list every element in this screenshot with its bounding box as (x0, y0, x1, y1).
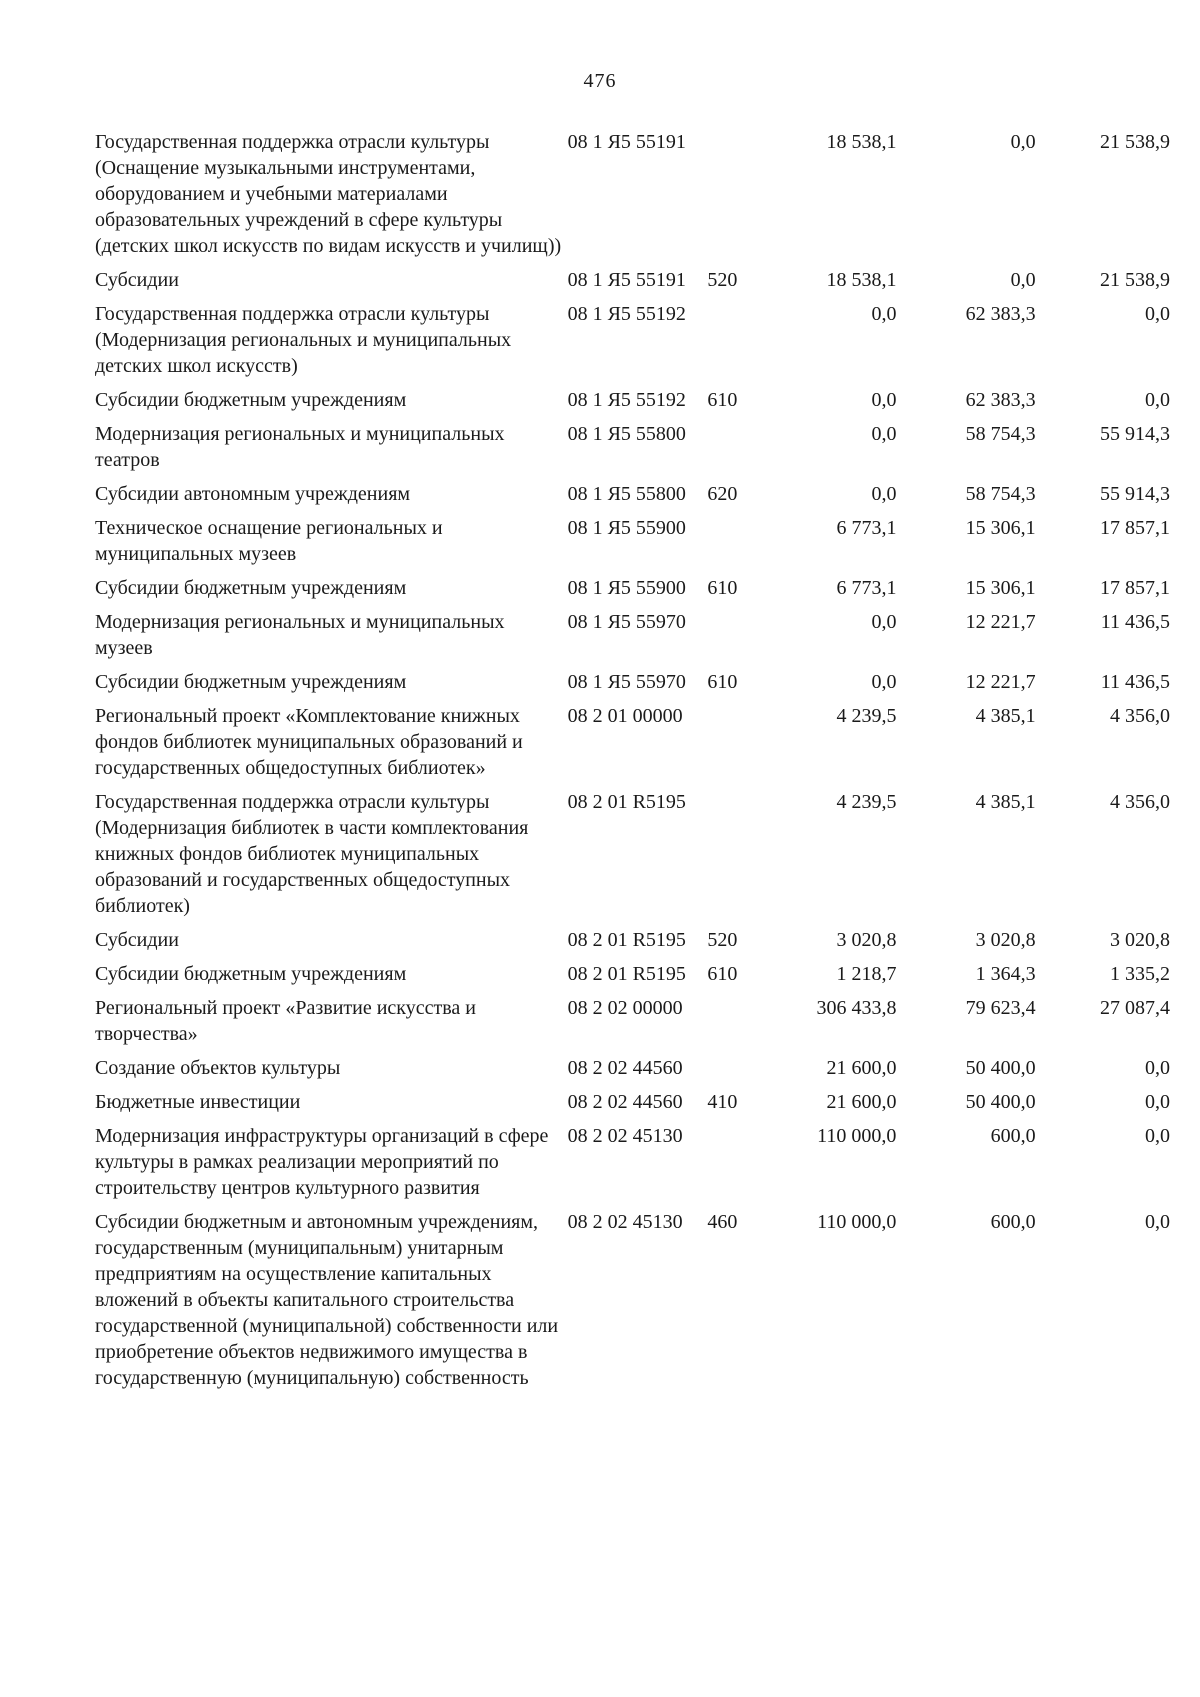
row-value-3: 11 436,5 (1100, 671, 1170, 693)
row-value-3: 55 914,3 (1100, 483, 1170, 505)
row-code: 08 2 01 R5195 (567, 929, 686, 951)
row-value-3: 11 436,5 (1100, 611, 1170, 633)
row-value-3: 21 538,9 (1100, 131, 1170, 153)
row-code: 08 2 01 R5195 (567, 791, 686, 813)
budget-table-body (95, 129, 1170, 1399)
row-code: 08 2 02 44560 (567, 1057, 683, 1079)
row-value-2: 15 306,1 (965, 577, 1036, 599)
page-number: 476 (583, 70, 617, 92)
row-code: 08 1 Я5 55970 (567, 611, 686, 633)
table-row (95, 267, 1170, 301)
row-value-1: 21 600,0 (826, 1057, 897, 1079)
row-name: Субсидии бюджетным учреждениям (95, 577, 407, 599)
row-name: Модернизация региональных и муниципальных музеев (95, 611, 505, 659)
row-kvr: 520 (707, 269, 738, 291)
row-value-2: 50 400,0 (965, 1057, 1036, 1079)
row-code: 08 2 02 45130 (567, 1125, 683, 1147)
row-code: 08 2 02 00000 (567, 997, 683, 1019)
row-value-2: 600,0 (990, 1211, 1036, 1233)
row-value-2: 62 383,3 (965, 389, 1036, 411)
row-code: 08 1 Я5 55970 (567, 671, 686, 693)
row-kvr: 610 (707, 577, 738, 599)
row-name: Субсидии автономным учреждениям (95, 483, 411, 505)
row-value-3: 55 914,3 (1100, 423, 1170, 445)
row-kvr (707, 129, 757, 267)
row-kvr: 610 (707, 963, 738, 985)
row-code: 08 1 Я5 55900 (567, 517, 686, 539)
row-value-1: 4 239,5 (836, 791, 897, 813)
row-kvr (707, 609, 757, 669)
row-value-3: 1 335,2 (1110, 963, 1170, 985)
row-value-1: 4 239,5 (836, 705, 897, 727)
row-kvr (707, 995, 757, 1055)
table-row (95, 1123, 1170, 1209)
row-value-2: 58 754,3 (965, 423, 1036, 445)
row-value-1: 0,0 (871, 483, 897, 505)
budget-table (95, 129, 1170, 1399)
row-value-2: 1 364,3 (975, 963, 1036, 985)
row-name: Региональный проект «Развитие искусства и творчества» (95, 997, 476, 1045)
row-name: Региональный проект «Комплектование книжных фондов библиотек муниципальных образований и государственных общедоступных библиотек» (95, 705, 523, 779)
row-code: 08 2 02 44560 (567, 1091, 683, 1113)
row-value-1: 0,0 (871, 389, 897, 411)
row-value-1: 306 433,8 (816, 997, 897, 1019)
row-value-1: 0,0 (871, 671, 897, 693)
row-value-2: 12 221,7 (965, 611, 1036, 633)
row-name: Государственная поддержка отрасли культуры (Модернизация библиотек в части комплектования книжных фондов библиотек муниципальных образований и государственных общедоступных библиотек) (95, 791, 529, 917)
row-value-3: 21 538,9 (1100, 269, 1170, 291)
row-code: 08 1 Я5 55192 (567, 389, 686, 411)
row-code: 08 1 Я5 55191 (567, 269, 686, 291)
row-value-1: 1 218,7 (836, 963, 897, 985)
row-kvr (707, 301, 757, 387)
row-value-2: 79 623,4 (965, 997, 1036, 1019)
row-value-2: 58 754,3 (965, 483, 1036, 505)
row-code: 08 1 Я5 55900 (567, 577, 686, 599)
row-value-2: 62 383,3 (965, 303, 1036, 325)
table-row (95, 789, 1170, 927)
row-name: Создание объектов культуры (95, 1057, 341, 1079)
row-name: Субсидии бюджетным и автономным учреждениям, государственным (муниципальным) унитарным предприятиям на осуществление капитальных вложений в объекты капитального строительства государственной (муниципальной) собственности или приобретение объектов недвижимого имущества в государственную (муниципальную) собственность (95, 1211, 559, 1389)
row-name: Субсидии (95, 929, 179, 951)
table-row (95, 1055, 1170, 1089)
row-value-2: 0,0 (1010, 131, 1036, 153)
table-row (95, 421, 1170, 481)
row-name: Субсидии бюджетным учреждениям (95, 963, 407, 985)
row-value-2: 3 020,8 (975, 929, 1036, 951)
row-name: Субсидии бюджетным учреждениям (95, 671, 407, 693)
row-value-2: 4 385,1 (975, 705, 1036, 727)
row-value-2: 12 221,7 (965, 671, 1036, 693)
table-row (95, 481, 1170, 515)
table-row (95, 515, 1170, 575)
row-value-3: 3 020,8 (1110, 929, 1170, 951)
row-value-3: 4 356,0 (1110, 705, 1170, 727)
row-code: 08 2 01 00000 (567, 705, 683, 727)
row-value-1: 6 773,1 (836, 577, 897, 599)
row-code: 08 1 Я5 55192 (567, 303, 686, 325)
table-row (95, 703, 1170, 789)
table-row (95, 1209, 1170, 1399)
row-value-1: 21 600,0 (826, 1091, 897, 1113)
row-kvr (707, 421, 757, 481)
row-value-2: 600,0 (990, 1125, 1036, 1147)
table-row (95, 927, 1170, 961)
row-kvr: 610 (707, 389, 738, 411)
table-row (95, 609, 1170, 669)
row-value-3: 0,0 (1145, 1211, 1170, 1233)
row-value-3: 0,0 (1145, 389, 1170, 411)
table-row (95, 995, 1170, 1055)
row-name: Модернизация инфраструктуры организаций в сфере культуры в рамках реализации мероприятий по строительству центров культурного развития (95, 1125, 549, 1199)
row-kvr (707, 515, 757, 575)
table-row (95, 1089, 1170, 1123)
row-name: Субсидии бюджетным учреждениям (95, 389, 407, 411)
row-name: Субсидии (95, 269, 179, 291)
row-kvr: 520 (707, 929, 738, 951)
row-value-1: 18 538,1 (826, 269, 897, 291)
table-row (95, 669, 1170, 703)
row-value-1: 18 538,1 (826, 131, 897, 153)
row-kvr (707, 703, 757, 789)
table-row (95, 387, 1170, 421)
table-row (95, 575, 1170, 609)
row-kvr: 620 (707, 483, 738, 505)
row-value-2: 0,0 (1010, 269, 1036, 291)
row-value-3: 0,0 (1145, 1057, 1170, 1079)
row-code: 08 1 Я5 55191 (567, 131, 686, 153)
row-name: Государственная поддержка отрасли культуры (Модернизация региональных и муниципальных детских школ искусств) (95, 303, 512, 377)
table-row (95, 961, 1170, 995)
row-value-1: 0,0 (871, 611, 897, 633)
row-name: Техническое оснащение региональных и муниципальных музеев (95, 517, 443, 565)
row-value-3: 17 857,1 (1100, 577, 1170, 599)
row-value-1: 3 020,8 (836, 929, 897, 951)
row-value-2: 15 306,1 (965, 517, 1036, 539)
row-value-3: 0,0 (1145, 1091, 1170, 1113)
row-value-3: 17 857,1 (1100, 517, 1170, 539)
row-name: Государственная поддержка отрасли культуры (Оснащение музыкальными инструментами, оборудованием и учебными материалами образовательных учреждений в сфере культуры (детских школ искусств по видам искусств и училищ)) (95, 131, 562, 257)
row-kvr (707, 1123, 757, 1209)
row-value-2: 50 400,0 (965, 1091, 1036, 1113)
row-value-2: 4 385,1 (975, 791, 1036, 813)
row-value-1: 0,0 (871, 303, 897, 325)
row-value-3: 4 356,0 (1110, 791, 1170, 813)
row-value-3: 0,0 (1145, 1125, 1170, 1147)
row-name: Модернизация региональных и муниципальных театров (95, 423, 505, 471)
row-value-1: 110 000,0 (817, 1211, 897, 1233)
row-name: Бюджетные инвестиции (95, 1091, 301, 1113)
table-row (95, 129, 1170, 267)
row-code: 08 1 Я5 55800 (567, 483, 686, 505)
row-value-1: 0,0 (871, 423, 897, 445)
row-kvr: 460 (707, 1211, 738, 1233)
row-code: 08 2 01 R5195 (567, 963, 686, 985)
row-value-3: 0,0 (1145, 303, 1170, 325)
row-value-1: 110 000,0 (817, 1125, 897, 1147)
row-value-3: 27 087,4 (1100, 997, 1170, 1019)
row-value-1: 6 773,1 (836, 517, 897, 539)
row-kvr: 610 (707, 671, 738, 693)
table-row (95, 301, 1170, 387)
row-kvr (707, 1055, 757, 1089)
row-code: 08 2 02 45130 (567, 1211, 683, 1233)
row-kvr: 410 (707, 1091, 738, 1113)
row-code: 08 1 Я5 55800 (567, 423, 686, 445)
row-kvr (707, 789, 757, 927)
